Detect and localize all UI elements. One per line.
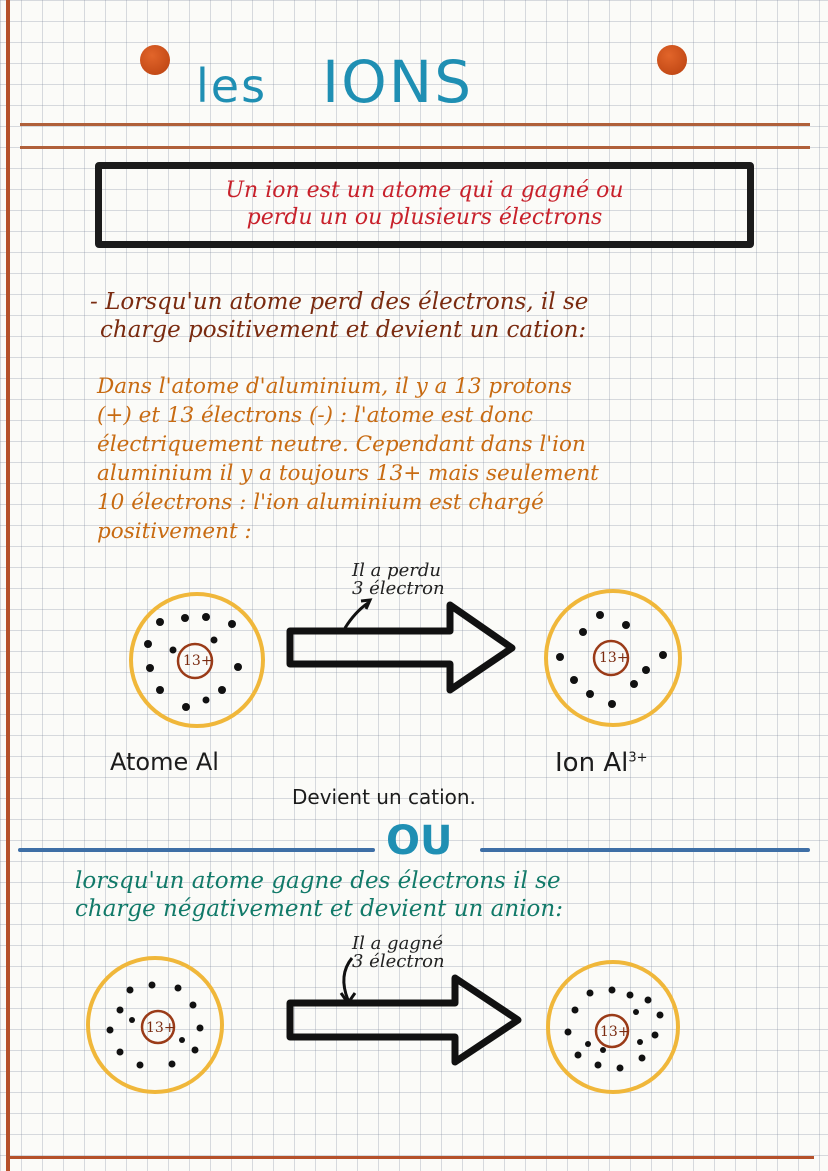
separator-left: [18, 848, 375, 852]
cation-note-line-1: Il a perdu: [352, 560, 441, 581]
example-line: 10 électrons : l'ion aluminium est chargé: [97, 490, 544, 515]
definition-line-1: Un ion est un atome qui a gagné ou: [225, 178, 624, 203]
separator-right: [480, 848, 810, 852]
anion-intro-line-1: lorsqu'un atome gagne des électrons il se: [75, 868, 561, 894]
ion-al3-label-text: Ion Al: [555, 748, 629, 778]
anion-arrow: [290, 978, 518, 1062]
example-line: (+) et 13 électrons (-) : l'atome est donc: [97, 403, 533, 428]
example-line: positivement :: [97, 519, 252, 544]
cation-intro-line-1: - Lorsqu'un atome perd des électrons, il se: [90, 289, 589, 315]
anion-note-line-1: Il a gagné: [352, 933, 444, 954]
example-line: Dans l'atome d'aluminium, il y a 13 protons: [97, 374, 572, 399]
anion-after-nucleus-label: 13+: [600, 1024, 630, 1040]
cation-arrow: [290, 605, 512, 690]
anion-arrow-note: [352, 935, 445, 971]
cation-intro-line-2: charge positivement et devient un cation:: [100, 317, 587, 343]
atom-al-nucleus-label: 13+: [183, 653, 213, 669]
example-line: aluminium il y a toujours 13+ mais seulement: [97, 461, 599, 486]
ion-al3-charge: 3+: [628, 750, 648, 766]
cation-note-pointer: [345, 603, 368, 628]
anion-note-line-2: 3 électron: [352, 951, 445, 972]
ion-al3-label: [555, 748, 648, 778]
cation-note-line-2: 3 électron: [352, 578, 445, 599]
title-word-ions: IONS: [322, 48, 474, 116]
atom-al-label: Atome Al: [110, 748, 219, 776]
example-line: électriquement neutre. Cependant dans l'ion: [97, 432, 586, 457]
separator-word: OU: [386, 818, 453, 864]
ion-al3-nucleus-label: 13+: [599, 650, 629, 666]
anion-intro-line-2: charge négativement et devient un anion:: [75, 896, 563, 922]
anion-intro: [75, 867, 795, 923]
cation-caption: Devient un cation.: [292, 785, 476, 809]
title-word-les: les: [196, 59, 268, 113]
anion-note-pointer: [344, 958, 352, 1000]
anion-before-nucleus-label: 13+: [146, 1020, 176, 1036]
definition-line-2: perdu un ou plusieurs électrons: [246, 205, 603, 230]
